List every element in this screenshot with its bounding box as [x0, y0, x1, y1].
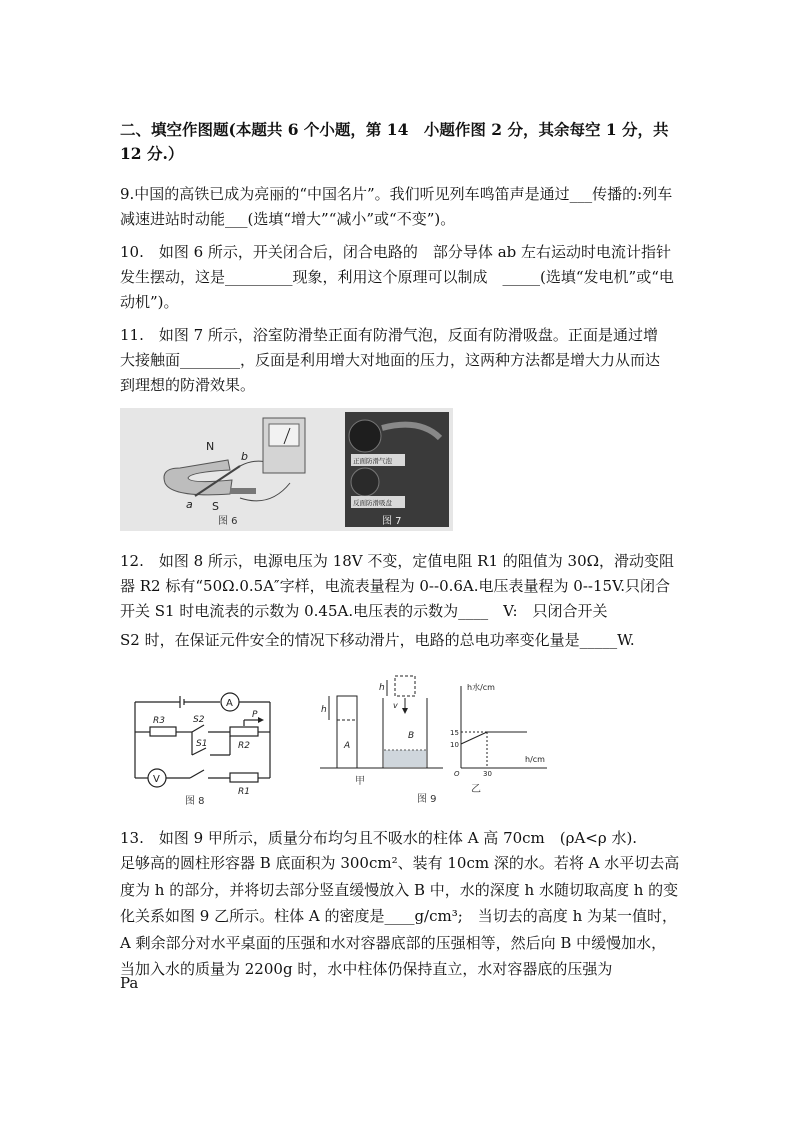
- fig8-r2: R2: [238, 741, 250, 751]
- section-title: 二、填空作图题(本题共 6 个小题，第 14 小题作图 2 分，其余每空 1 分，共 12 分.）: [120, 120, 669, 163]
- fig9-yi-label: 乙: [471, 784, 481, 795]
- fig6-n-label: N: [206, 440, 215, 453]
- fig9-caption: 图 9: [417, 794, 437, 805]
- question-10: 10. 如图 6 所示，开关闭合后，闭合电路的 部分导体 ab 左右运动时电流计指针发生摆动，这是_________现象，利用这个原理可以制成 _____(选填“发电机”或“电动机”)。: [120, 243, 674, 311]
- fig9-graph-rise: [461, 732, 487, 744]
- fig8-ammeter: A: [226, 698, 233, 709]
- fig9-h2-label: h: [379, 683, 385, 693]
- fig6-caption: 图 6: [218, 516, 238, 527]
- fig9-v-label: v: [393, 701, 398, 710]
- fig7-front-label: 正面防滑气泡: [353, 457, 392, 465]
- question-13-part1: 13. 如图 9 甲所示，质量分布均匀且不吸水的柱体 A 高 70cm (ρA<ρ 水).: [120, 829, 638, 847]
- question-12-part2: S2 时，在保证元件安全的情况下移动滑片，电路的总电功率变化量是_____W.: [120, 631, 635, 649]
- fig8-s1: S1: [196, 739, 208, 749]
- fig9-a-label: A: [344, 741, 351, 751]
- fig6-s-label: S: [212, 500, 219, 513]
- fig9-y-axis: h水/cm: [467, 683, 495, 692]
- fig8-caption: 图 8: [185, 796, 205, 807]
- question-13-part2: 足够高的圆柱形容器 B 底面积为 300cm²、装有 10cm 深的水。若将 A 水平切去高度为 h 的部分，并将切去部分竖直缓慢放入 B 中，水的深度 h 水随切取高度 h 的变化关系如图 9 乙所示。柱体 A 的密度是____g/cm³; 当切去的高度 h 为某一值时，A 剩余部分对水平桌面的压强和水对容器底部的压强相等，然后向 B 中缓慢加水，当加入水的质量为 2200g 时，水中柱体仍保持直立，水对容器底的压强为: [120, 854, 680, 978]
- fig8-p: P: [252, 710, 258, 720]
- question-13-part3: Pa: [120, 974, 139, 992]
- fig9-jia-label: 甲: [355, 776, 365, 787]
- fig9-b-label: B: [408, 731, 415, 741]
- figure-6-drawing: [120, 408, 453, 531]
- fig9-h-label: h: [321, 705, 327, 715]
- figure-9: [315, 672, 555, 812]
- question-9: 9.中国的高铁已成为亮丽的“中国名片”。我们听见列车鸣笛声是通过___传播的:列车减速进站时动能___(选填“增大”“减小”或“不变”)。: [120, 185, 673, 228]
- fig9-tick-10: 10: [450, 741, 459, 749]
- figure-6-7: [120, 408, 453, 531]
- fig8-r3: R3: [153, 716, 165, 726]
- fig9-tick-15: 15: [450, 729, 459, 737]
- fig9-x-axis: h/cm: [525, 755, 545, 764]
- fig8-s2: S2: [193, 715, 205, 725]
- fig6-a-label: a: [186, 498, 193, 511]
- fig9-tick-30: 30: [483, 770, 492, 778]
- fig6-b-label: b: [241, 450, 248, 463]
- fig8-voltmeter: V: [153, 774, 160, 785]
- fig8-r1: R1: [238, 787, 250, 797]
- question-12-part1: 12. 如图 8 所示，电源电压为 18V 不变，定值电阻 R1 的阻值为 30Ω，滑动变阻器 R2 标有“50Ω.0.5A″字样，电流表量程为 0--0.6A.电压表量程为 0--15V.只闭合开关 S1 时电流表的示数为 0.45A.电压表的示数为____ V: 只闭合开关: [120, 552, 675, 620]
- fig7-caption: 图 7: [382, 516, 402, 527]
- fig7-back-label: 反面防滑吸盘: [353, 499, 392, 507]
- fig9-origin: O: [454, 770, 460, 778]
- figure-8-circuit: [120, 690, 290, 808]
- question-11: 11. 如图 7 所示，浴室防滑垫正面有防滑气泡，反面有防滑吸盘。正面是通过增大接触面________，反面是利用增大对地面的压力，这两种方法都是增大力从而达到理想的防滑效果。: [120, 326, 661, 394]
